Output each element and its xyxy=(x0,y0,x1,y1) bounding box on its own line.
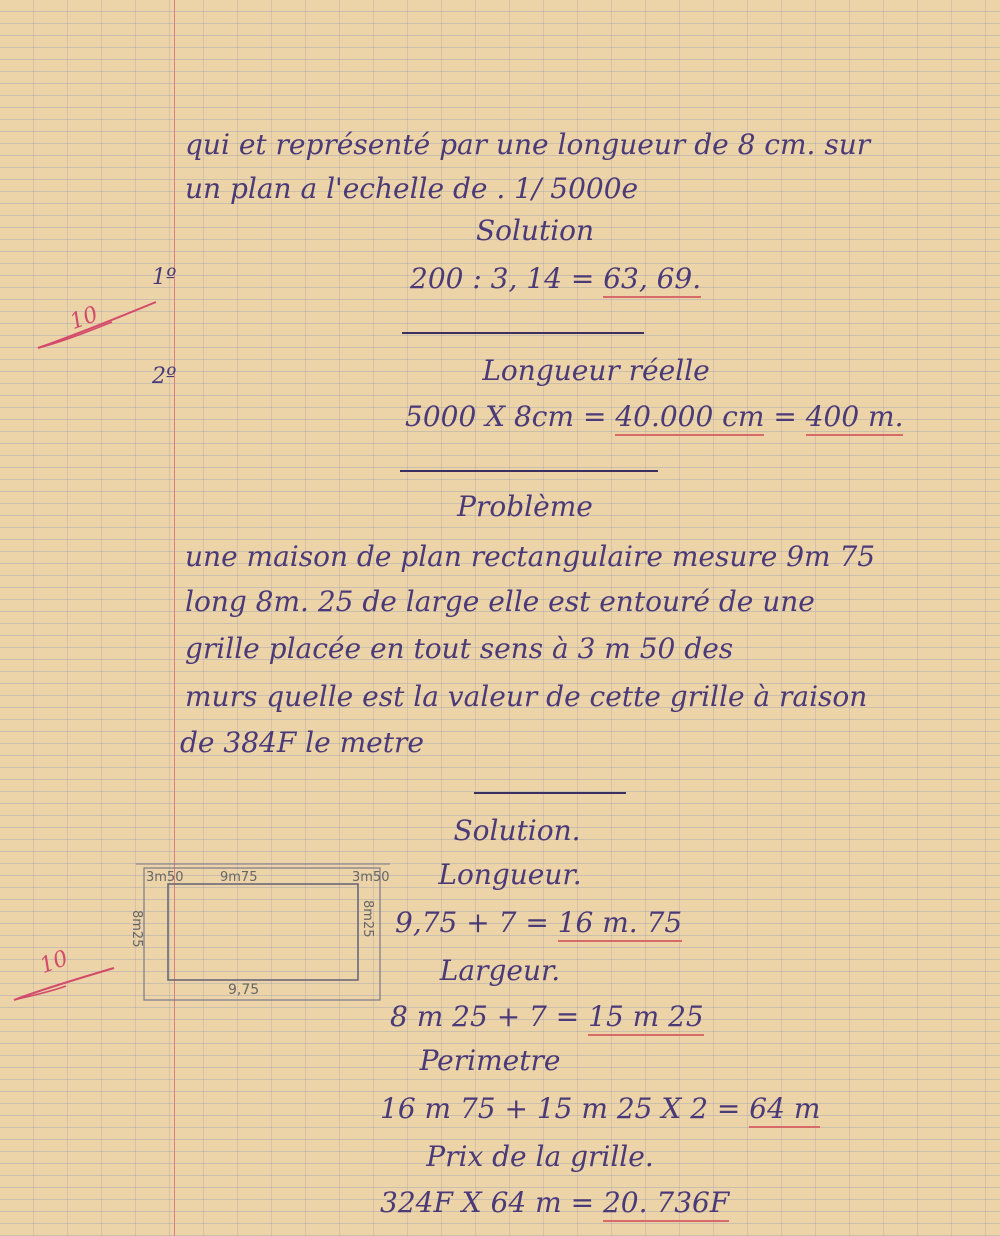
heading-longueur: Longueur. xyxy=(438,858,582,891)
problem-line-5: de 384F le metre xyxy=(180,726,424,759)
problem-line-1: une maison de plan rectangulaire mesure 9m 75 xyxy=(185,540,876,573)
calc-5 xyxy=(380,1092,820,1125)
item-number-1: 1º xyxy=(152,265,177,290)
sketch-label-right: 8m25 xyxy=(360,900,375,938)
sketch-label-top-left: 3m50 xyxy=(146,870,184,885)
separator-1 xyxy=(402,332,644,334)
heading-perimetre: Perimetre xyxy=(419,1044,561,1077)
grade-mark-2: 10 xyxy=(36,945,72,980)
text-line-2: un plan a l'echelle de . 1/ 5000e xyxy=(185,172,639,205)
grade-swoosh-1 xyxy=(32,296,162,356)
calc-6-prefix: 324F X 64 m = xyxy=(380,1186,603,1219)
separator-3 xyxy=(474,792,626,794)
separator-2 xyxy=(400,470,658,472)
problem-line-4: murs quelle est la valeur de cette grille à raison xyxy=(185,680,868,713)
heading-longueur-reelle: Longueur réelle xyxy=(482,354,710,387)
sketch-label-left: 8m25 xyxy=(129,910,144,948)
calc-2 xyxy=(405,400,903,433)
sketch-label-top-right: 3m50 xyxy=(352,870,390,885)
calc-5-prefix: 16 m 75 + 15 m 25 X 2 = xyxy=(380,1092,750,1125)
calc-2-prefix: 5000 X 8cm = xyxy=(405,400,616,433)
calc-3 xyxy=(395,906,682,939)
calc-3-result: 16 m. 75 xyxy=(558,906,683,942)
calc-1-result: 63, 69. xyxy=(603,262,701,298)
calc-5-result: 64 m xyxy=(749,1092,820,1128)
problem-line-3: grille placée en tout sens à 3 m 50 des xyxy=(185,632,734,665)
house-sketch xyxy=(130,860,390,1014)
heading-solution-1: Solution xyxy=(475,214,595,247)
calc-3-prefix: 9,75 + 7 = xyxy=(395,906,558,939)
calc-2-mid: 40.000 cm xyxy=(615,400,764,436)
calc-1 xyxy=(410,262,701,295)
heading-prix: Prix de la grille. xyxy=(426,1140,654,1173)
calc-2-eq: = xyxy=(764,400,806,433)
calc-4 xyxy=(390,1000,704,1033)
text-line-1: qui et représenté par une longueur de 8 cm. sur xyxy=(185,128,871,161)
calc-1-prefix: 200 : 3, 14 = xyxy=(410,262,604,295)
problem-line-2: long 8m. 25 de large elle est entouré de une xyxy=(185,585,815,618)
heading-largeur: Largeur. xyxy=(439,954,561,987)
grade-mark-1: 10 xyxy=(66,301,102,336)
calc-4-result: 15 m 25 xyxy=(588,1000,704,1036)
calc-6-result: 20. 736F xyxy=(603,1186,729,1222)
sketch-label-top-mid: 9m75 xyxy=(220,870,258,885)
calc-4-prefix: 8 m 25 + 7 = xyxy=(390,1000,589,1033)
calc-6 xyxy=(380,1186,729,1219)
heading-solution-2: Solution. xyxy=(453,814,581,847)
heading-probleme: Problème xyxy=(457,490,593,523)
margin-line xyxy=(174,0,175,1236)
calc-2-result: 400 m. xyxy=(806,400,904,436)
item-number-2: 2º xyxy=(152,364,177,389)
sketch-label-bottom: 9,75 xyxy=(228,982,260,998)
grade-swoosh-2 xyxy=(10,962,120,1012)
